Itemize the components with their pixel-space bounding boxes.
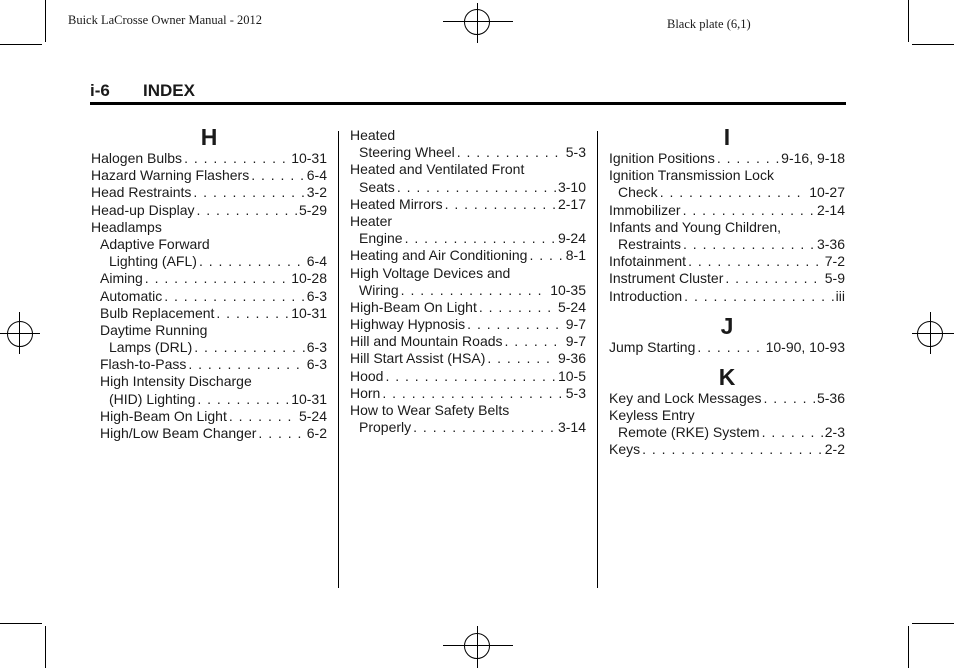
- index-entry-page: 9-7: [565, 316, 586, 333]
- index-entry: [91, 202, 327, 219]
- index-entry: [350, 144, 586, 161]
- index-entry-page: 5-29: [298, 201, 327, 218]
- index-entry-term: Seats: [359, 178, 395, 195]
- index-entry-page: 10-31: [291, 150, 327, 166]
- index-entry-page: 10-27: [809, 184, 845, 201]
- dot-leader: [216, 305, 289, 322]
- index-entry-page: 6-4: [306, 253, 327, 270]
- index-entry: [91, 322, 327, 339]
- index-entry-page: 6-3: [306, 287, 327, 304]
- index-entry: [350, 196, 586, 213]
- index-entry-term: Ignition Transmission Lock: [609, 167, 774, 184]
- index-entry-term: High-Beam On Light: [100, 407, 227, 424]
- index-entry: [350, 316, 586, 333]
- index-entry-term: High Voltage Devices and: [350, 264, 511, 281]
- index-entry-term: Hill Start Assist (HSA): [350, 350, 486, 367]
- page-number: i-6: [90, 81, 110, 100]
- manual-title: Buick LaCrosse Owner Manual - 2012: [68, 13, 263, 27]
- index-column-2: [350, 127, 586, 436]
- index-entry-page: 5-24: [557, 298, 586, 315]
- index-entry-page: 9-24: [557, 230, 586, 247]
- index-entry-page: 9-7: [565, 333, 586, 350]
- index-entry-term: Highway Hypnosis: [350, 316, 466, 333]
- crop-mark-br-v: [908, 626, 909, 668]
- index-entry-term: Check: [618, 184, 658, 201]
- column-divider-1: [338, 131, 339, 588]
- index-entry-term: Engine: [359, 230, 403, 247]
- dot-leader: [197, 202, 297, 219]
- index-entry-term: Restraints: [618, 235, 682, 252]
- index-entry-term: Lighting (AFL): [109, 253, 197, 270]
- index-entry: [91, 373, 327, 390]
- index-entry: [91, 253, 327, 270]
- index-entry: [91, 219, 327, 236]
- index-entry-page: 10-31: [291, 304, 327, 321]
- index-entry-term: Heater: [350, 212, 393, 229]
- index-entry: [91, 167, 327, 184]
- dot-leader: [487, 350, 556, 367]
- index-entry-page: 6-4: [306, 167, 327, 184]
- index-entry-term: Keys: [609, 441, 641, 458]
- index-entry-term: Keyless Entry: [609, 407, 695, 424]
- plate-label: Black plate (6,1): [667, 17, 751, 31]
- index-entry: [350, 247, 586, 264]
- dot-leader: [725, 270, 822, 287]
- index-entry: [609, 219, 845, 236]
- index-entry-term: Hill and Mountain Roads: [350, 333, 503, 350]
- index-entry: [609, 150, 845, 167]
- index-entry-term: Hood: [350, 367, 384, 384]
- index-entry: [91, 305, 327, 322]
- index-entry-page: 6-3: [306, 356, 327, 373]
- index-entry: [91, 236, 327, 253]
- dot-leader: [688, 253, 823, 270]
- index-entry: [609, 202, 845, 219]
- dot-leader: [529, 247, 563, 264]
- index-entry-term: Key and Lock Messages: [609, 389, 762, 406]
- index-entry: [91, 356, 327, 373]
- index-letter-heading: J: [720, 312, 734, 339]
- index-entry: [609, 441, 845, 458]
- index-entry-term: Head Restraints: [91, 184, 192, 201]
- index-entry: [350, 350, 586, 367]
- dot-leader: [642, 441, 823, 458]
- index-entry-page: 6-3: [306, 339, 327, 356]
- index-entry-page: 3-10: [557, 178, 586, 195]
- dot-leader: [164, 288, 305, 305]
- index-entry-term: Properly: [359, 419, 412, 436]
- index-entry-page: 7-2: [824, 253, 845, 270]
- dot-leader: [194, 339, 305, 356]
- index-entry: [609, 253, 845, 270]
- index-entry-term: Headlamps: [91, 218, 162, 235]
- index-entry-term: Heating and Air Conditioning: [350, 247, 528, 264]
- index-entry: [350, 299, 586, 316]
- index-entry-page: iii: [835, 287, 845, 304]
- index-entry-term: Halogen Bulbs: [91, 150, 183, 166]
- header-rule: [90, 102, 846, 105]
- crop-mark-br-h: [912, 623, 954, 624]
- index-entry-term: Remote (RKE) System: [618, 424, 760, 441]
- index-entry: [350, 385, 586, 402]
- index-entry: [91, 339, 327, 356]
- crop-mark-tr-v: [908, 0, 909, 42]
- dot-leader: [683, 202, 815, 219]
- dot-leader: [505, 333, 564, 350]
- dot-leader: [397, 179, 556, 196]
- index-entry-term: Daytime Running: [100, 321, 208, 338]
- index-entry-term: Steering Wheel: [359, 144, 455, 161]
- index-column-3: [609, 124, 845, 459]
- index-entry-page: 9-16, 9-18: [781, 150, 845, 166]
- column-divider-2: [597, 131, 598, 588]
- index-entry-term: Flash-to-Pass: [100, 356, 187, 373]
- dot-leader: [697, 339, 763, 356]
- crop-mark-bl-v: [45, 626, 46, 668]
- index-entry: [609, 424, 845, 441]
- index-entry-page: 10-35: [550, 281, 586, 298]
- index-entry: [350, 265, 586, 282]
- index-entry-term: Wiring: [359, 281, 399, 298]
- dot-leader: [193, 184, 304, 201]
- index-entry-page: 5-3: [565, 144, 586, 161]
- index-entry-page: 2-3: [824, 424, 845, 441]
- dot-leader: [457, 144, 564, 161]
- index-entry-term: Instrument Cluster: [609, 270, 724, 287]
- index-entry-term: Aiming: [100, 270, 143, 287]
- index-entry: [350, 230, 586, 247]
- index-entry: [350, 333, 586, 350]
- dot-leader: [684, 288, 833, 305]
- index-entry: [609, 288, 845, 305]
- index-entry-page: 9-36: [557, 350, 586, 367]
- dot-leader: [683, 236, 815, 253]
- index-entry: [609, 407, 845, 424]
- index-letter-heading: K: [718, 363, 736, 390]
- dot-leader: [467, 316, 564, 333]
- index-entry-term: Bulb Replacement: [100, 304, 215, 321]
- index-entry-term: Infants and Young Children,: [609, 218, 782, 235]
- dot-leader: [405, 230, 556, 247]
- index-entry-term: Automatic: [100, 287, 163, 304]
- dot-leader: [717, 150, 779, 167]
- index-entry-page: 3-2: [306, 184, 327, 201]
- dot-leader: [445, 196, 556, 213]
- index-entry: [350, 127, 586, 144]
- index-entry: [91, 288, 327, 305]
- index-letter-heading: H: [200, 124, 218, 150]
- dot-leader: [184, 150, 289, 167]
- index-entry: [609, 390, 845, 407]
- index-column-1: [91, 124, 327, 442]
- index-entry: [350, 368, 586, 385]
- crop-mark-bl-h: [0, 623, 42, 624]
- dot-leader: [413, 419, 556, 436]
- index-entry: [609, 167, 845, 184]
- index-entry: [609, 270, 845, 287]
- index-entry-term: Hazard Warning Flashers: [91, 167, 250, 184]
- dot-leader: [258, 425, 304, 442]
- dot-leader: [145, 270, 289, 287]
- index-entry: [350, 179, 586, 196]
- index-entry-term: Heated: [350, 127, 396, 143]
- index-entry: [91, 425, 327, 442]
- index-entry-term: (HID) Lighting: [109, 390, 196, 407]
- index-entry: [91, 270, 327, 287]
- index-entry: [350, 161, 586, 178]
- index-entry: [91, 391, 327, 408]
- index-entry-term: High/Low Beam Changer: [100, 425, 257, 441]
- index-entry-term: Head-up Display: [91, 201, 195, 218]
- index-entry-page: 2-2: [824, 441, 845, 458]
- index-entry-page: 6-2: [306, 425, 327, 441]
- index-entry-term: Ignition Positions: [609, 150, 715, 166]
- index-letter-heading: I: [723, 124, 731, 150]
- index-entry: [350, 213, 586, 230]
- index-entry-term: High Intensity Discharge: [100, 373, 252, 390]
- index-entry: [91, 408, 327, 425]
- index-entry-term: Heated and Ventilated Front: [350, 161, 525, 178]
- index-entry-term: Lamps (DRL): [109, 339, 193, 356]
- index-entry-term: How to Wear Safety Belts: [350, 402, 510, 418]
- section-title: INDEX: [143, 81, 195, 100]
- index-entry-term: Heated Mirrors: [350, 195, 443, 212]
- index-entry-page: 3-14: [557, 419, 586, 436]
- index-entry-page: 10-31: [291, 390, 327, 407]
- index-entry-page: 10-90, 10-93: [765, 338, 845, 355]
- index-entry: [609, 339, 845, 356]
- index-entry: [350, 419, 586, 436]
- dot-leader: [199, 253, 305, 270]
- dot-leader: [251, 167, 305, 184]
- index-entry-page: 2-14: [816, 201, 845, 218]
- index-entry-term: High-Beam On Light: [350, 298, 477, 315]
- index-entry-page: 10-28: [291, 270, 327, 287]
- index-entry-term: Introduction: [609, 287, 683, 304]
- index-entry: [609, 236, 845, 253]
- index-entry-page: 5-3: [565, 384, 586, 401]
- crop-mark-tl-v: [45, 0, 46, 42]
- index-entry: [91, 150, 327, 167]
- dot-leader: [401, 282, 549, 299]
- index-entry-page: 3-36: [816, 235, 845, 252]
- index-entry-page: 8-1: [565, 247, 586, 264]
- index-entry-term: Jump Starting: [609, 338, 696, 355]
- index-entry: [350, 402, 586, 419]
- index-entry-term: Infotainment: [609, 253, 687, 270]
- crop-mark-tl-h: [0, 44, 42, 45]
- index-entry: [91, 184, 327, 201]
- dot-leader: [382, 385, 563, 402]
- dot-leader: [764, 390, 815, 407]
- index-entry: [350, 282, 586, 299]
- index-entry-term: Immobilizer: [609, 201, 681, 218]
- index-entry-page: 5-9: [824, 270, 845, 287]
- index-entry-page: 10-5: [557, 367, 586, 384]
- dot-leader: [188, 356, 304, 373]
- index-entry-page: 5-24: [298, 407, 327, 424]
- dot-leader: [479, 299, 556, 316]
- dot-leader: [197, 391, 289, 408]
- index-entry-page: 2-17: [557, 195, 586, 212]
- dot-leader: [385, 368, 556, 385]
- dot-leader: [229, 408, 297, 425]
- index-entry-term: Horn: [350, 384, 381, 401]
- dot-leader: [660, 184, 808, 201]
- index-entry: [609, 184, 845, 201]
- index-entry-page: 5-36: [816, 389, 845, 406]
- index-entry-term: Adaptive Forward: [100, 235, 210, 252]
- crop-mark-tr-h: [912, 44, 954, 45]
- dot-leader: [762, 424, 823, 441]
